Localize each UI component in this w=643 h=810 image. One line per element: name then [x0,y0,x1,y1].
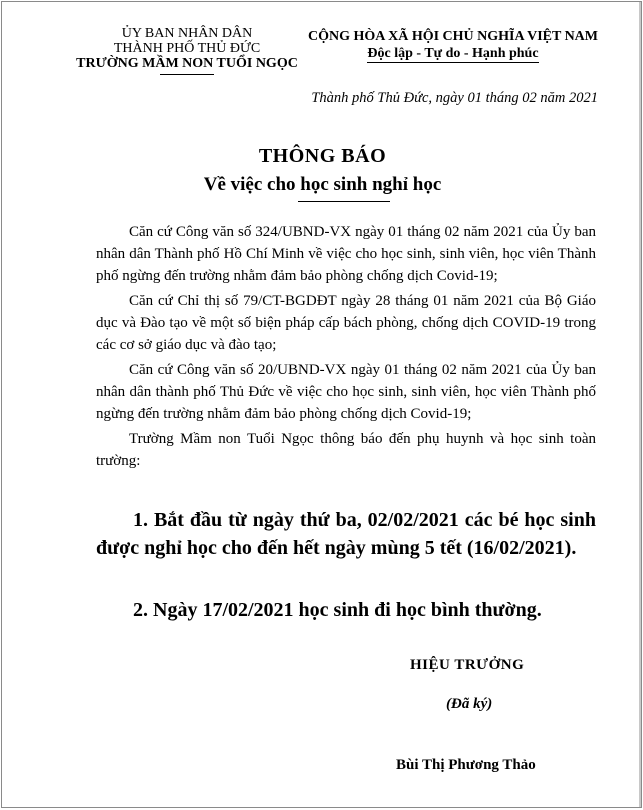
national-header [299,28,607,63]
paragraph-announcement: Trường Mầm non Tuổi Ngọc thông báo đến phụ huynh và học sinh toàn trường: [96,431,596,469]
signer-title: HIỆU TRƯỞNG [410,657,525,673]
document-subtitle: Về việc cho học sinh nghỉ học [203,174,442,195]
notice-point-1: 1. Bắt đầu từ ngày thứ ba, 02/02/2021 các bé học sinh được nghỉ học cho đến hết ngày mùng 5 tết (16/02/2021). [96,509,596,559]
subtitle-underline [298,201,390,202]
issuer-line-2: THÀNH PHỐ THỦ ĐỨC [113,41,261,56]
document-body [96,221,596,475]
notice-point-2: 2. Ngày 17/02/2021 học sinh đi học bình thường. [133,599,542,621]
paragraph-legal-basis-2: Căn cứ Chỉ thị số 79/CT-BGDĐT ngày 28 tháng 01 năm 2021 của Bộ Giáo dục và Đào tạo về một số biện pháp cấp bách phòng, chống dịch COVID-19 trong các cơ sở giáo dục và đào tạo; [96,293,596,353]
paragraph-legal-basis-1: Căn cứ Công văn số 324/UBND-VX ngày 01 tháng 02 năm 2021 của Ủy ban nhân dân Thành phố Hồ Chí Minh về việc cho học sinh, sinh viên, học viên Thành phố ngừng đến trường nhằm đảm bảo phòng chống dịch Covid-19; [96,224,596,284]
school-name: TRƯỜNG MẦM NON TUỔI NGỌC [76,56,298,71]
country-name: CỘNG HÒA XÃ HỘI CHỦ NGHĨA VIỆT NAM [307,29,598,44]
document-title: THÔNG BÁO [258,145,387,167]
paragraph-legal-basis-3: Căn cứ Công văn số 20/UBND-VX ngày 01 tháng 02 năm 2021 của Ủy ban nhân dân thành phố Thủ Đức về việc cho học sinh, sinh viên, học viên Thành phố ngừng đến trường nhằm đảm bảo phòng chống dịch Covid-19; [96,362,596,422]
issuer-line-1: ỦY BAN NHÂN DÂN [121,26,253,41]
national-motto: Độc lập - Tự do - Hạnh phúc [367,46,539,61]
signer-name: Bùi Thị Phương Thảo [396,757,536,773]
place-date-line: Thành phố Thủ Đức, ngày 01 tháng 02 năm 2021 [311,90,598,106]
issuer-header [62,26,312,75]
signed-note: (Đã ký) [446,696,493,712]
page-edge [639,2,641,807]
document-page [1,1,642,808]
issuer-underline [160,74,214,75]
